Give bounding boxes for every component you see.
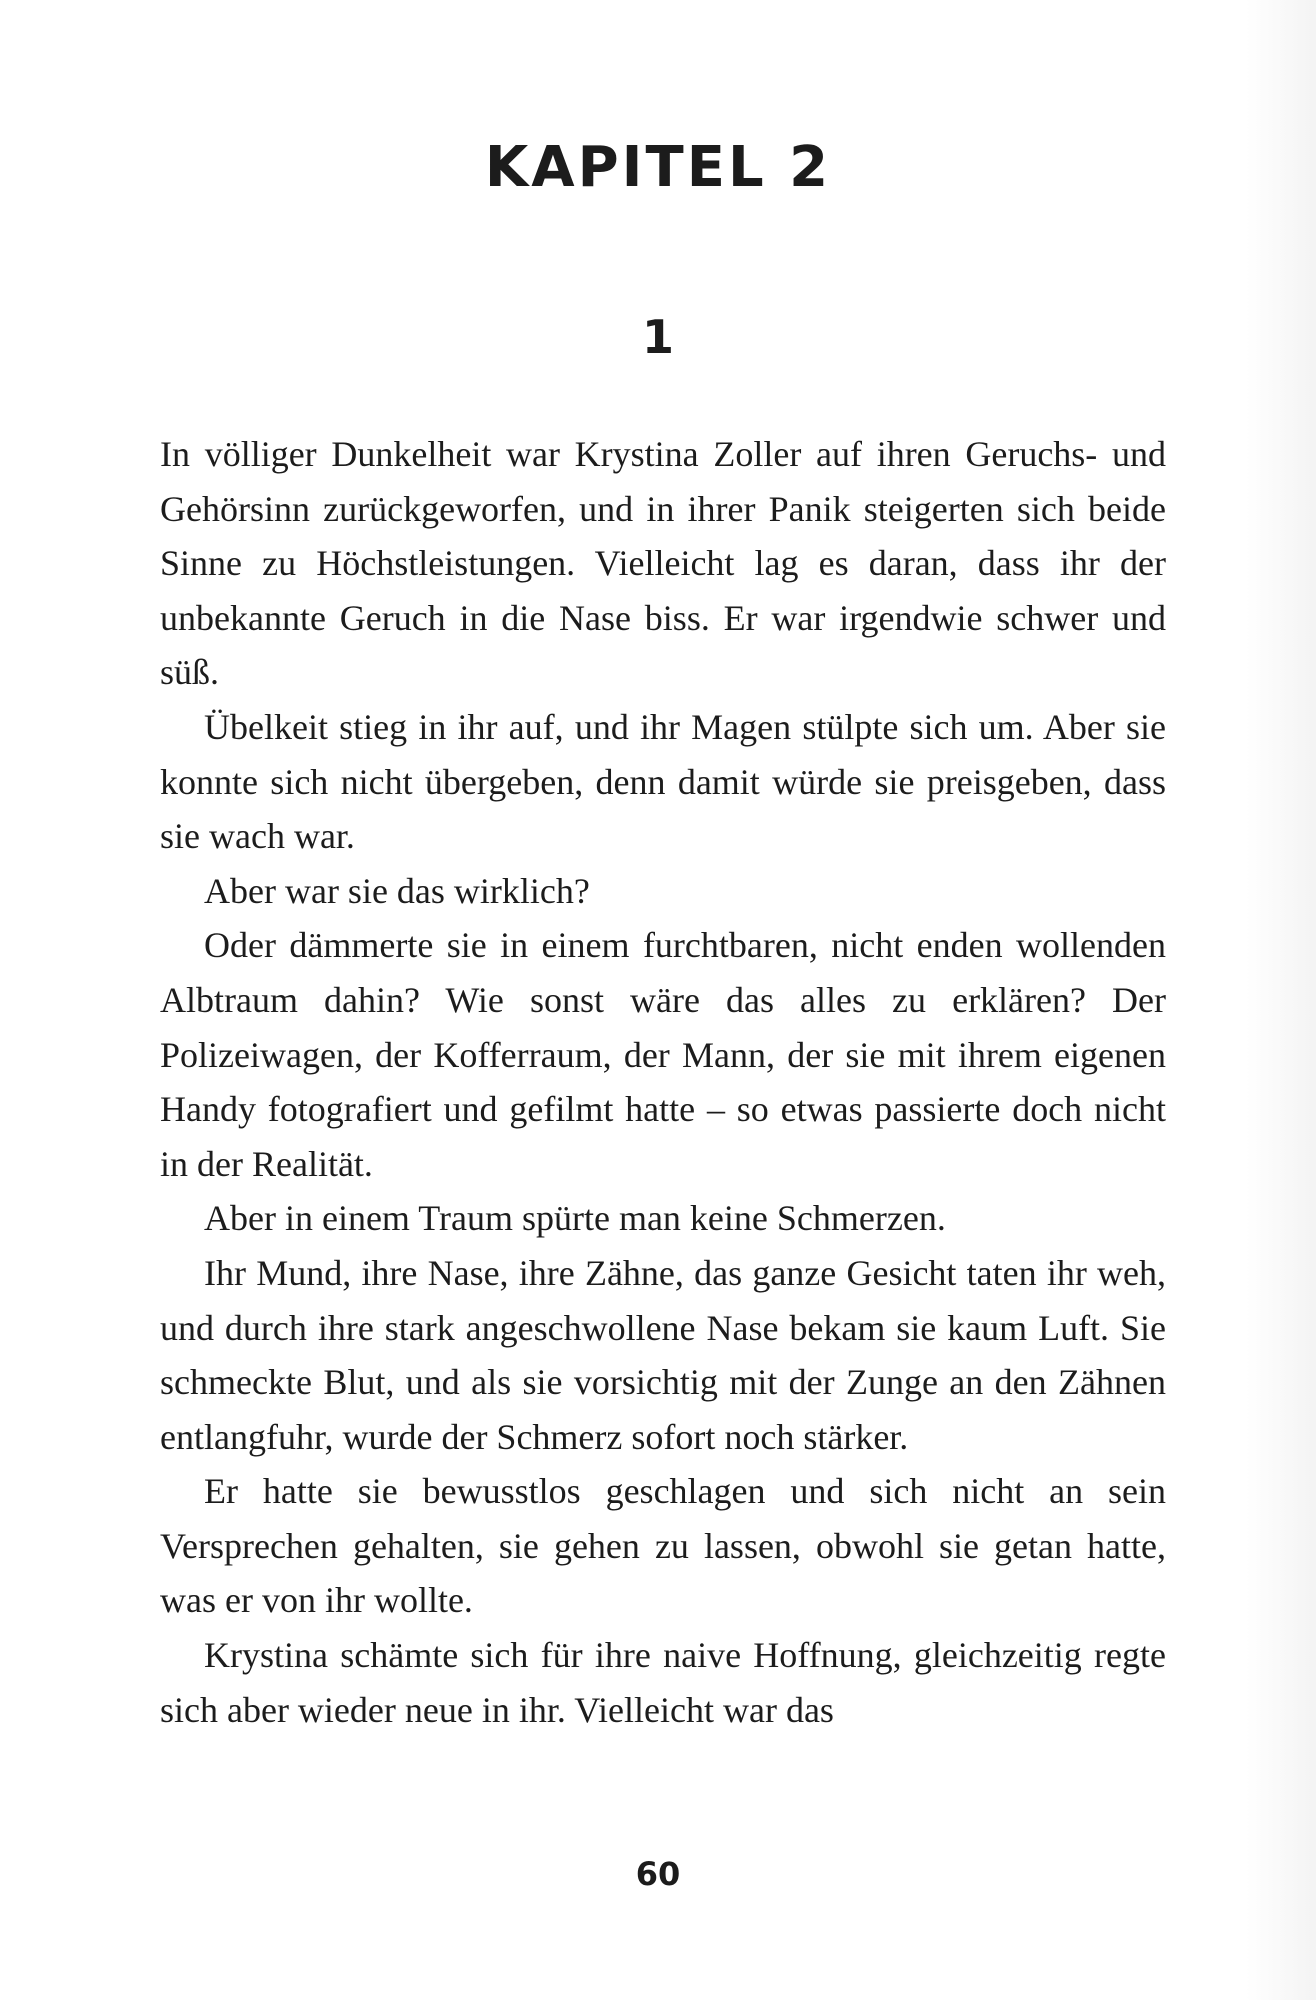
paragraph: Aber war sie das wirklich?	[204, 870, 590, 911]
paragraph: Krystina schämte sich für ihre naive Hoffnung, gleichzeitig regte sich aber wieder neue in ihr. Vielleicht war das	[160, 1635, 1166, 1730]
section-number: 1	[641, 310, 674, 364]
paragraph: Übelkeit stieg in ihr auf, und ihr Magen stülpte sich um. Aber sie konnte sich nicht übergeben, denn damit würde sie preisgeben, dass sie wach war.	[160, 706, 1166, 857]
page-edge-shadow	[1246, 0, 1316, 2000]
body-text	[160, 427, 1166, 1737]
paragraph: Aber in einem Traum spürte man keine Schmerzen.	[204, 1198, 946, 1239]
paragraph: Ihr Mund, ihre Nase, ihre Zähne, das ganze Gesicht taten ihr weh, und durch ihre stark angeschwollene Nase bekam sie kaum Luft. Sie schmeckte Blut, und als sie vorsichtig mit der Zunge an den Zähnen entlangfuhr, wurde der Schmerz sofort noch stärker.	[160, 1252, 1166, 1457]
paragraph: Er hatte sie bewusstlos geschlagen und sich nicht an sein Versprechen gehalten, sie gehen zu lassen, obwohl sie getan hatte, was er von ihr wollte.	[160, 1471, 1166, 1621]
chapter-title: KAPITEL 2	[484, 135, 832, 200]
page-number: 60	[635, 1855, 681, 1893]
paragraph: In völliger Dunkelheit war Krystina Zoller auf ihren Geruchs- und Gehörsinn zurückgeworfen, und in ihrer Panik steigerten sich beide Sinne zu Höchstleistungen. Vielleicht lag es daran, dass ihr der unbekannte Geruch in die Nase biss. Er war irgendwie schwer und süß.	[160, 434, 1166, 693]
paragraph: Oder dämmerte sie in einem furchtbaren, nicht enden wollenden Albtraum dahin? Wie sonst wäre das alles zu erklären? Der Polizeiwagen, der Kofferraum, der Mann, der sie mit ihrem eigenen Handy fotografiert und gefilmt hatte – so etwas passierte doch nicht in der Realität.	[160, 925, 1166, 1184]
